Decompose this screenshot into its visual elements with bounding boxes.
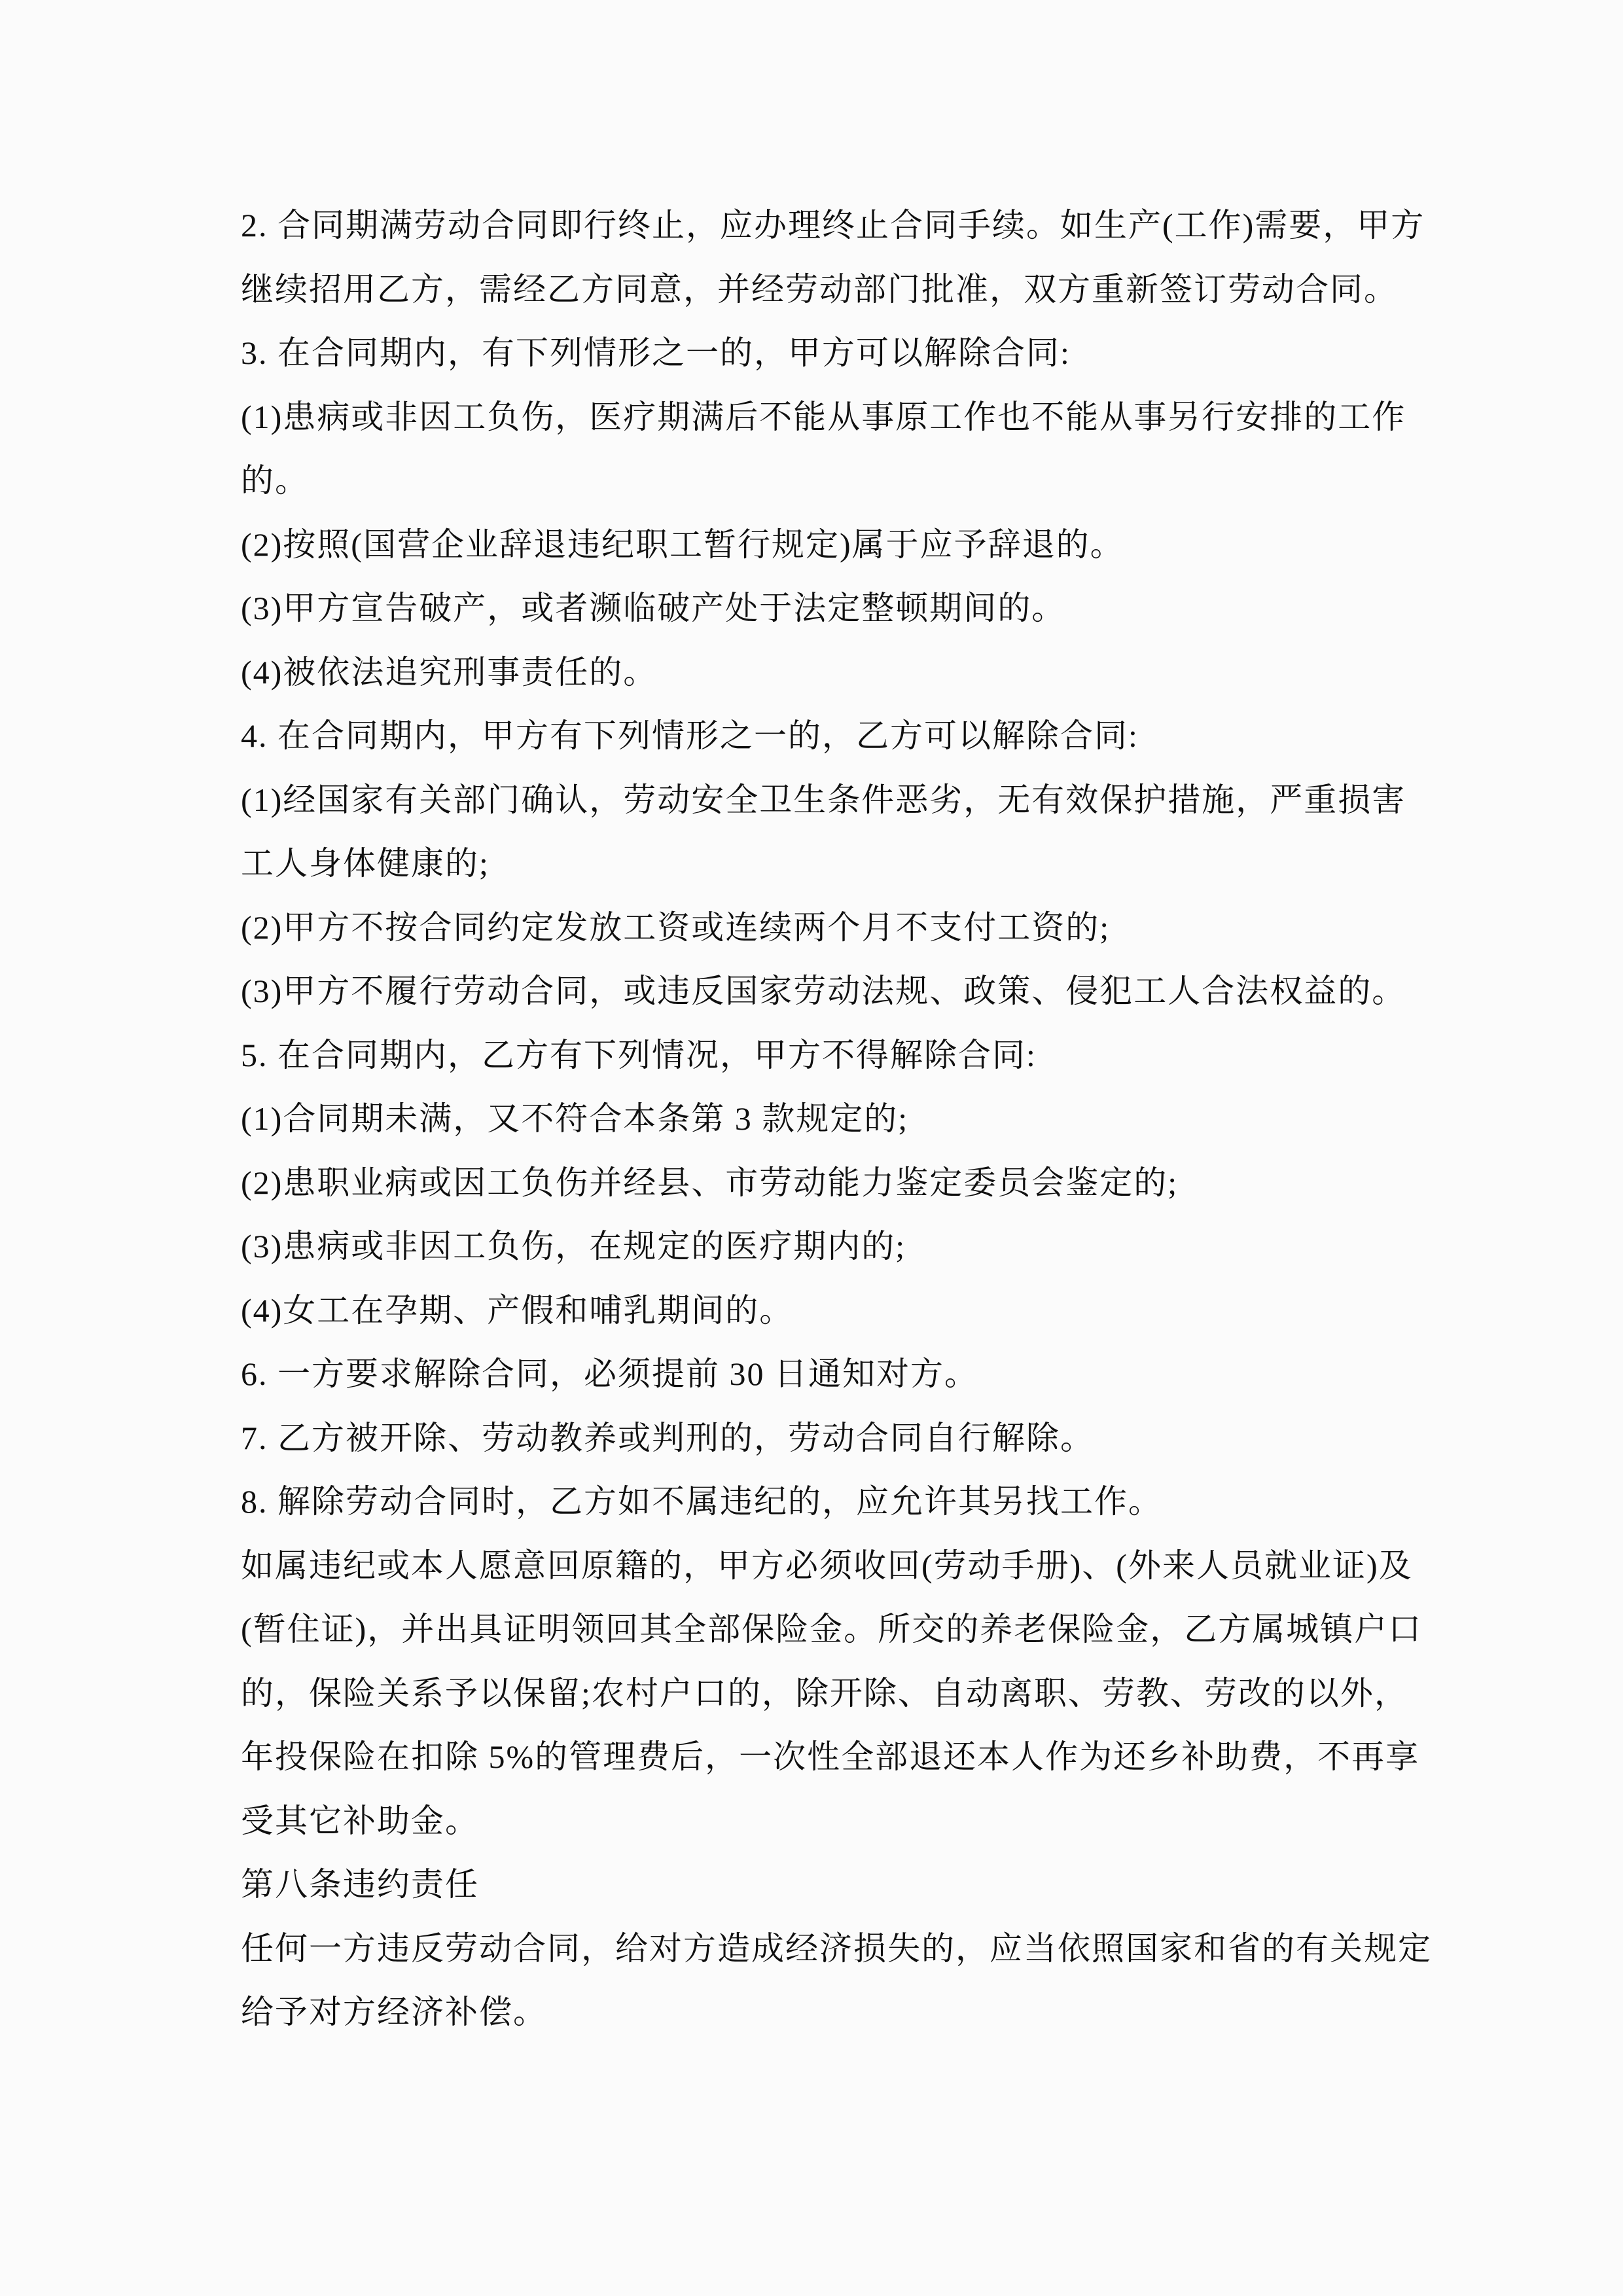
- text-line: (2)按照(国营企业辞退违纪职工暂行规定)属于应予辞退的。: [241, 526, 1124, 563]
- text-line: (2)甲方不按合同约定发放工资或连续两个月不支付工资的;: [241, 908, 1111, 946]
- text-line: (3)患病或非因工负伤，在规定的医疗期内的;: [241, 1228, 906, 1265]
- text-line: 2. 合同期满劳动合同即行终止，应办理终止合同手续。如生产(工作)需要，甲方: [241, 207, 1425, 243]
- text-line: 年投保险在扣除 5%的管理费后，一次性全部退还本人作为还乡补助费，不再享: [241, 1738, 1420, 1775]
- text-line: 任何一方违反劳动合同，给对方造成经济损失的，应当依照国家和省的有关规定: [241, 1929, 1432, 1967]
- text-line: 受其它补助金。: [241, 1802, 479, 1839]
- text-line: 工人身体健康的;: [241, 845, 490, 882]
- text-line: (3)甲方宣告破产，或者濒临破产处于法定整顿期间的。: [241, 590, 1066, 626]
- text-line: (1)合同期未满，又不符合本条第 3 款规定的;: [241, 1100, 909, 1137]
- text-line: 继续招用乙方，需经乙方同意，并经劳动部门批准，双方重新签订劳动合同。: [241, 270, 1398, 308]
- text-line: (1)患病或非因工负伤，医疗期满后不能从事原工作也不能从事另行安排的工作: [241, 398, 1406, 435]
- text-line: 8. 解除劳动合同时，乙方如不属违纪的，应允许其另找工作。: [241, 1483, 1162, 1520]
- text-line: 的，保险关系予以保留;农村户口的，除开除、自动离职、劳教、劳改的以外，: [241, 1674, 1408, 1712]
- text-line: 如属违纪或本人愿意回原籍的，甲方必须收回(劳动手册)、(外来人员就业证)及: [241, 1547, 1413, 1584]
- text-line: (2)患职业病或因工负伤并经县、市劳动能力鉴定委员会鉴定的;: [241, 1164, 1179, 1201]
- text-line: 的。: [241, 462, 309, 499]
- contract-body-text: [241, 194, 1432, 2045]
- text-line: 给予对方经济补偿。: [241, 1994, 547, 2030]
- text-line: (4)女工在孕期、产假和哺乳期间的。: [241, 1291, 794, 1329]
- text-line: 6. 一方要求解除合同，必须提前 30 日通知对方。: [241, 1355, 978, 1392]
- text-line: (1)经国家有关部门确认，劳动安全卫生条件恶劣，无有效保护措施，严重损害: [241, 781, 1406, 818]
- text-line: 7. 乙方被开除、劳动教养或判刑的，劳动合同自行解除。: [241, 1419, 1094, 1456]
- text-line: (3)甲方不履行劳动合同，或违反国家劳动法规、政策、侵犯工人合法权益的。: [241, 973, 1406, 1009]
- text-line: (4)被依法追究刑事责任的。: [241, 653, 658, 691]
- text-line: 5. 在合同期内，乙方有下列情况，甲方不得解除合同:: [241, 1036, 1037, 1073]
- text-line: (暂住证)，并出具证明领回其全部保险金。所交的养老保险金，乙方属城镇户口: [241, 1611, 1423, 1647]
- text-line: 第八条违约责任: [241, 1866, 479, 1903]
- text-line: 3. 在合同期内，有下列情形之一的，甲方可以解除合同:: [241, 334, 1071, 371]
- text-line: 4. 在合同期内，甲方有下列情形之一的，乙方可以解除合同:: [241, 717, 1139, 754]
